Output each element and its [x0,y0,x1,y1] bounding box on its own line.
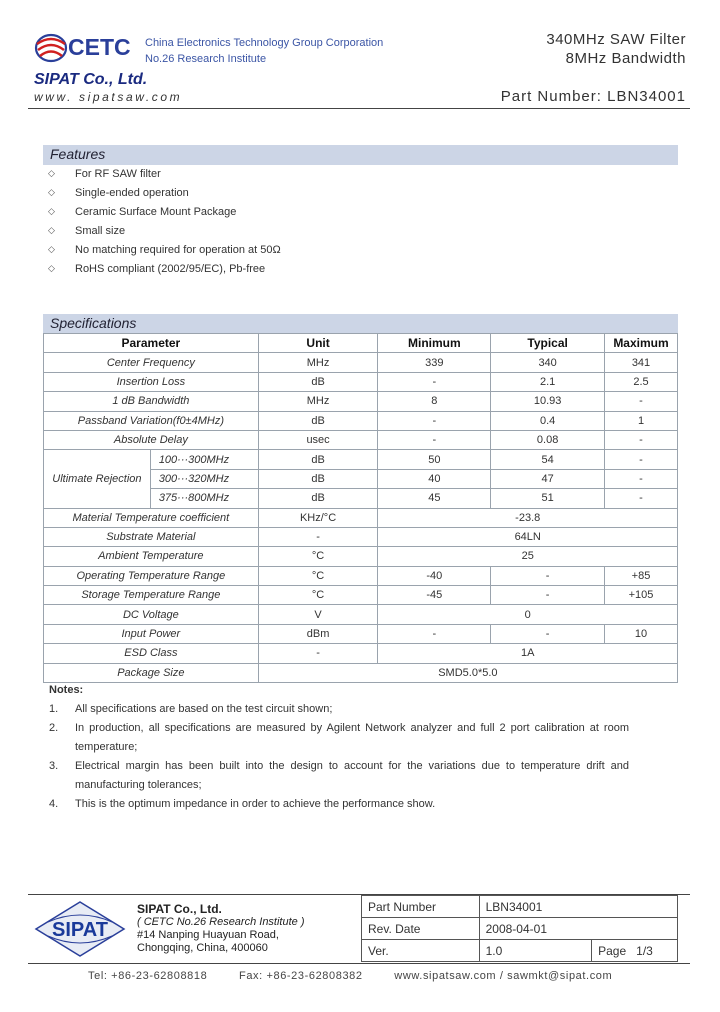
feature-item: ◇ No matching required for operation at 50Ω [48,243,281,256]
diamond-bullet-icon: ◇ [48,168,55,178]
sipat-logo [34,900,126,958]
header-divider [28,108,690,109]
table-row: Storage Temperature Range °C -45 - +105 [44,586,678,605]
contact-line [88,970,640,982]
note-item: 4. This is the optimum impedance in order to achieve the performance show. [49,798,436,810]
specifications-heading: Specifications [43,314,678,334]
table-header-row: Parameter Unit Minimum Typical Maximum [44,334,678,353]
feature-item: ◇ For RF SAW filter [48,167,161,180]
table-row: Input Power dBm - - 10 [44,624,678,643]
table-row: Ver. 1.0 Page 1/3 [362,940,678,962]
features-list [48,164,281,278]
cetc-logo-text: CETC [68,34,131,60]
web-email[interactable]: www.sipatsaw.com / sawmkt@sipat.com [394,970,613,982]
notes-title: Notes: [49,684,84,696]
table-row: 1 dB Bandwidth MHz 8 10.93 - [44,392,678,411]
feature-item: ◇ Small size [48,224,126,237]
sipat-diamond-icon [34,900,126,958]
table-row: 300···320MHz dB 40 47 - [44,469,678,488]
note-item: 3. Electrical margin has been built into the design to account for the variations due to temperature drift and manufacturing tolerances; [49,760,629,791]
diamond-bullet-icon: ◇ [48,263,55,273]
cetc-globe-icon [34,30,70,64]
document-info-table [361,895,678,962]
table-row: Package Size SMD5.0*5.0 [44,663,678,682]
table-row: Ultimate Rejection 100···300MHz dB 50 54 - [44,450,678,469]
table-row: ESD Class - 1A [44,644,678,663]
table-row: Insertion Loss dB - 2.1 2.5 [44,372,678,391]
table-row: Substrate Material - 64LN [44,527,678,546]
company-name: SIPAT Co., Ltd. [34,71,148,88]
table-row: 375···800MHz dB 45 51 - [44,489,678,508]
part-number: Part Number: LBN34001 [500,88,686,105]
footer-bottom-divider [28,963,690,964]
company-website: www. sipatsaw.com [34,90,183,104]
note-item: 2. In production, all specifications are measured by Agilent Network analyzer and full 2 port calibration at room temperature; [49,722,629,753]
feature-item: ◇ Single-ended operation [48,186,189,199]
table-row: Part Number LBN34001 [362,896,678,918]
product-title: 340MHz SAW Filter 8MHz Bandwidth [546,31,686,67]
telephone: Tel: +86-23-62808818 [88,970,208,982]
table-row: Ambient Temperature °C 25 [44,547,678,566]
cetc-logo [34,30,134,64]
note-item: 1. All specifications are based on the test circuit shown; [49,703,333,715]
diamond-bullet-icon: ◇ [48,187,55,197]
notes-section [49,684,629,814]
table-row: Absolute Delay usec - 0.08 - [44,430,678,449]
sipat-logo-text: SIPAT [52,919,108,941]
feature-item: ◇ RoHS compliant (2002/95/EC), Pb-free [48,262,266,275]
diamond-bullet-icon: ◇ [48,244,55,254]
specifications-table [43,333,678,683]
feature-item: ◇ Ceramic Surface Mount Package [48,205,237,218]
table-row: Operating Temperature Range °C -40 - +85 [44,566,678,585]
features-heading: Features [43,145,678,165]
footer-company-info: SIPAT Co., Ltd. ( CETC No.26 Research Institute ) #14 Nanping Huayuan Road, Chongqing, China, 400060 [137,902,305,954]
table-row: Passband Variation(f0±4MHz) dB - 0.4 1 [44,411,678,430]
table-row: Material Temperature coefficient KHz/°C -23.8 [44,508,678,527]
diamond-bullet-icon: ◇ [48,225,55,235]
fax: Fax: +86-23-62808382 [239,970,363,982]
table-row: Rev. Date 2008-04-01 [362,918,678,940]
table-row: DC Voltage V 0 [44,605,678,624]
corporation-name: China Electronics Technology Group Corporation No.26 Research Institute [145,37,384,65]
table-row: Center Frequency MHz 339 340 341 [44,353,678,372]
diamond-bullet-icon: ◇ [48,206,55,216]
